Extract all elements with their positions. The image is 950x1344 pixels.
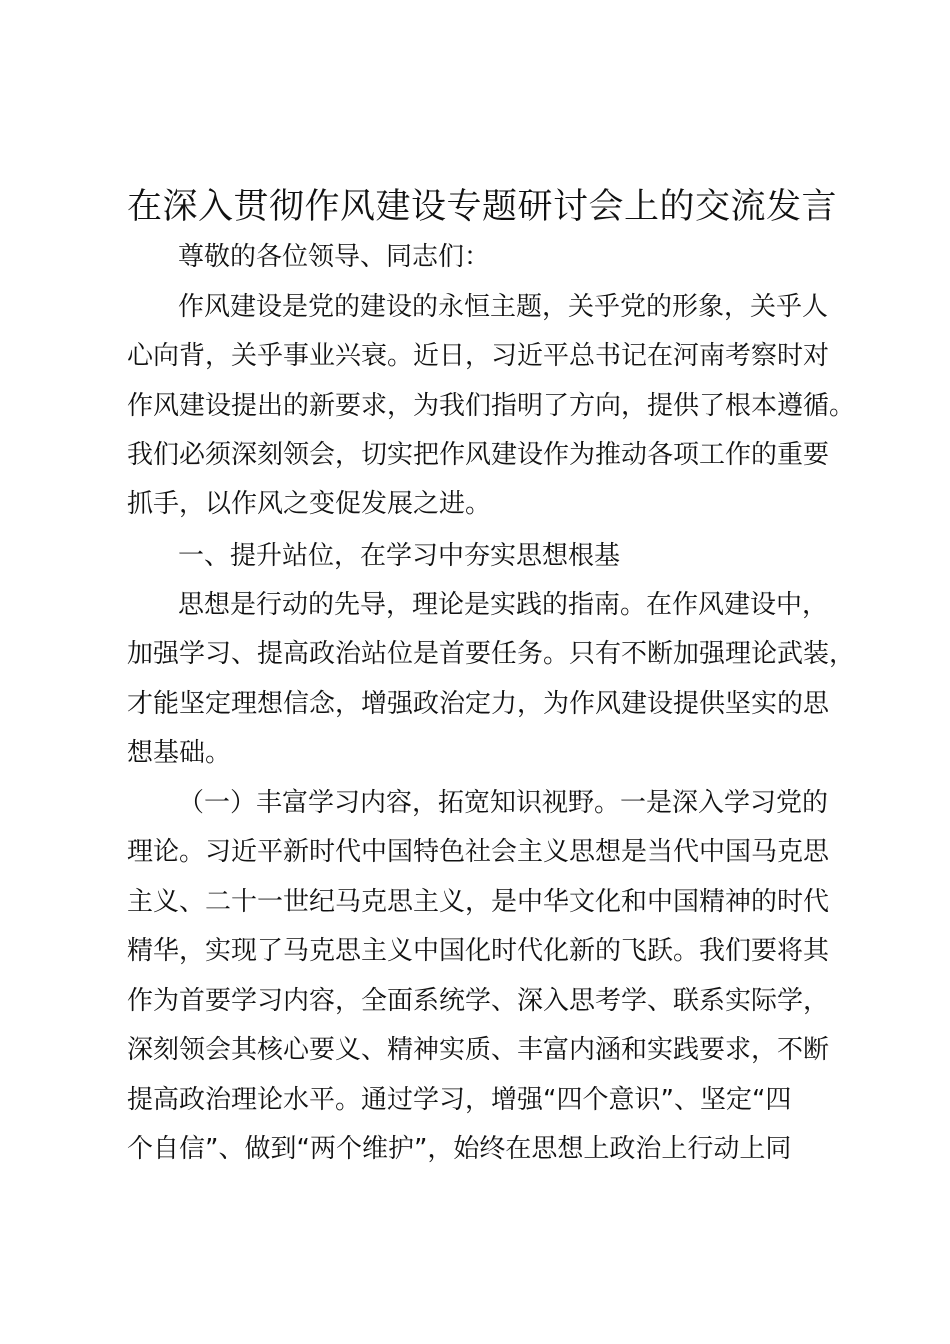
paragraph-line: 才能坚定理想信念，增强政治定力，为作风建设提供坚实的思 (127, 689, 830, 719)
paragraph-line: 作风建设是党的建设的永恒主题，关乎党的形象，关乎人 (178, 292, 829, 322)
paragraph-line: 理论。习近平新时代中国特色社会主义思想是当代中国马克思 (127, 837, 830, 867)
salutation: 尊敬的各位领导、同志们： (178, 242, 491, 272)
paragraph-line: 思想是行动的先导，理论是实践的指南。在作风建设中， (178, 590, 829, 620)
paragraph-line: 提高政治理论水平。通过学习，增强“四个意识”、坚定“四 (127, 1085, 792, 1115)
paragraph-line: 主义、二十一世纪马克思主义，是中华文化和中国精神的时代 (127, 887, 830, 917)
paragraph-line: 想基础。 (127, 738, 232, 768)
paragraph-line: 我们必须深刻领会，切实把作风建设作为推动各项工作的重要 (127, 440, 830, 470)
subsection-line: （一）丰富学习内容，拓宽知识视野。一是深入学习党的 (178, 788, 829, 818)
paragraph-line: 抓手，以作风之变促发展之进。 (127, 489, 492, 519)
paragraph-line: 深刻领会其核心要义、精神实质、丰富内涵和实践要求，不断 (127, 1035, 830, 1065)
section-heading: 一、提升站位，在学习中夯实思想根基 (178, 541, 621, 571)
paragraph-line: 心向背，关乎事业兴衰。近日，习近平总书记在河南考察时对 (127, 341, 830, 371)
paragraph-line: 加强学习、提高政治站位是首要任务。只有不断加强理论武装， (127, 639, 856, 669)
paragraph-line: 精华，实现了马克思主义中国化时代化新的飞跃。我们要将其 (127, 936, 830, 966)
paragraph-line: 作为首要学习内容，全面系统学、深入思考学、联系实际学， (127, 986, 830, 1016)
document-title: 在深入贯彻作风建设专题研讨会上的交流发言 (127, 187, 838, 227)
paragraph-line: 作风建设提出的新要求，为我们指明了方向，提供了根本遵循。 (127, 391, 856, 421)
paragraph-line: 个自信”、做到“两个维护”，始终在思想上政治上行动上同 (127, 1134, 792, 1164)
